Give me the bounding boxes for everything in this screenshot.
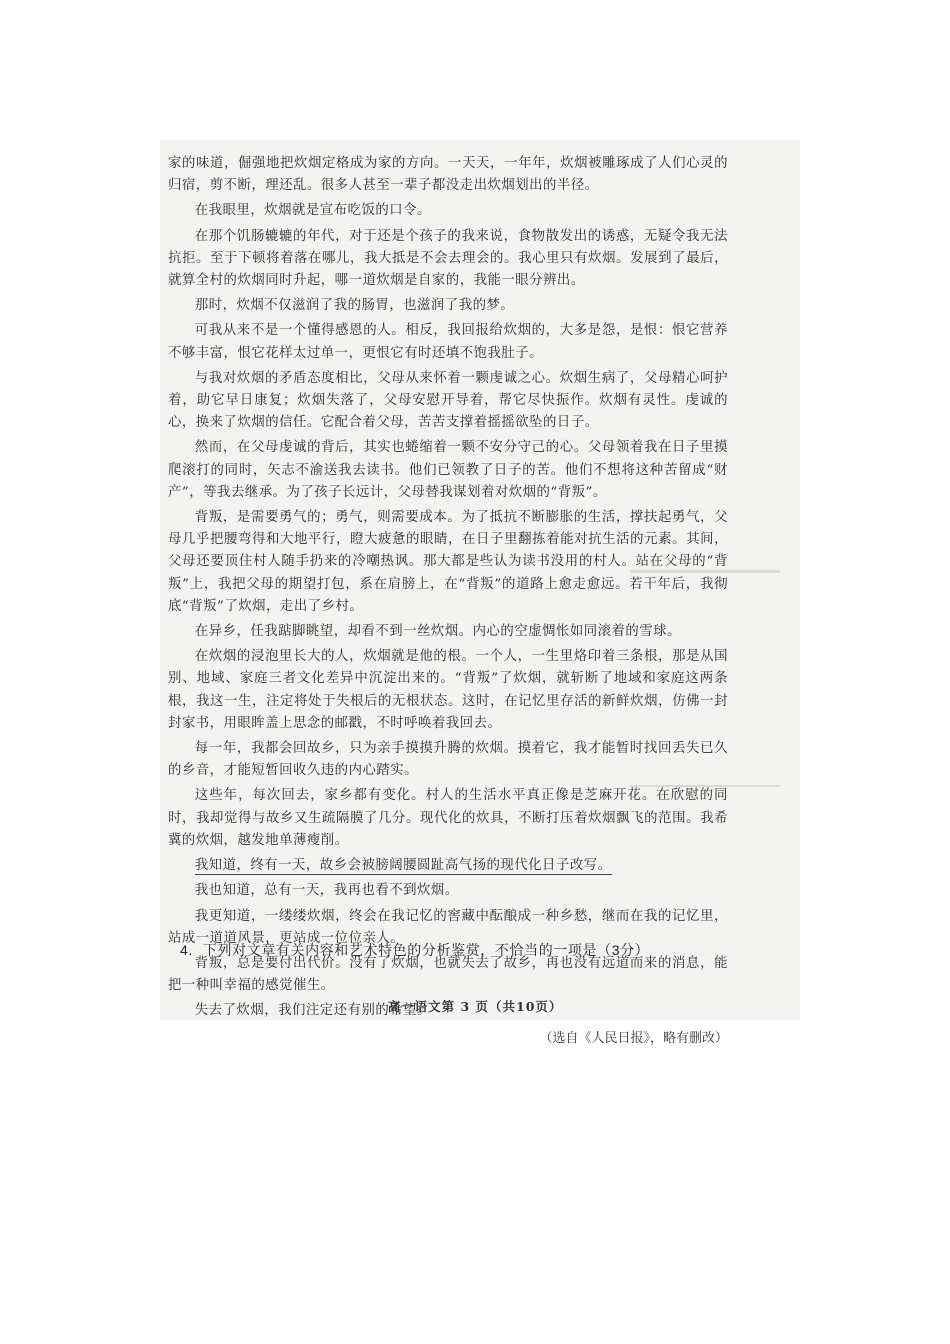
article-paragraph: 然而，在父母虔诚的背后，其实也蜷缩着一颗不安分守己的心。父母领着我在日子里摸爬滚打的同时，矢志不渝送我去读书。他们已领教了日子的苦。他们不想将这种苦留成“财产”，等我去继承。为了孩子长远计，父母替我谋划着对炊烟的“背叛”。 bbox=[168, 440, 728, 500]
article-paragraph: 可我从来不是一个懂得感恩的人。相反，我回报给炊烟的，大多是怨，是恨：恨它营养不够丰富，恨它花样太过单一，更恨它有时还填不饱我肚子。 bbox=[168, 323, 728, 361]
article-paragraph: 那时，炊烟不仅滋润了我的肠胃，也滋润了我的梦。 bbox=[194, 298, 515, 314]
article-paragraph: 在炊烟的浸泡里长大的人，炊烟就是他的根。一个人，一生里烙印着三条根，那是从国别、地域、家庭三者文化差异中沉淀出来的。“背叛”了炊烟，就斩断了地域和家庭这两条根，我这一生，注定将处于失根后的无根状态。这时，在记忆里存活的新鲜炊烟，仿佛一封封家书，用眼眸盖上思念的邮戳，不时呼唤着我回去。 bbox=[168, 649, 728, 731]
question-text: 下列对文章有关内容和艺术特色的分析鉴赏，不恰当的一项是（3分） bbox=[202, 942, 650, 958]
article-paragraph: 每一年，我都会回故乡，只为亲手摸摸升腾的炊烟。摸着它，我才能暂时找回丢失已久的乡音，才能短暂回收久违的内心踏实。 bbox=[168, 741, 728, 779]
article-paragraph: 与我对炊烟的矛盾态度相比，父母从来怀着一颗虔诚之心。炊烟生病了，父母精心呵护着，助它早日康复；炊烟失落了，父母安慰开导着，帮它尽快振作。炊烟有灵性。虔诚的心，换来了炊烟的信任。它配合着父母，苦苦支撑着摇摇欲坠的日子。 bbox=[168, 370, 728, 431]
question-4 bbox=[180, 940, 649, 960]
article-paragraph: 背叛，是需要勇气的；勇气，则需要成本。为了抵抗不断膨胀的生活，撑扶起勇气，父母几乎把腰弯得和大地平行，瞪大疲惫的眼睛，在日子里翻拣着能对抗生活的元素。其间，父母还要顶住村人随手扔来的冷嘲热讽。那大都是些认为读书没用的村人。站在父母的“背叛”上，我把父母的期望打包，系在肩膀上，在“背叛”的道路上愈走愈远。若干年后，我彻底“背叛”了炊烟，走出了乡村。 bbox=[168, 510, 728, 614]
article-paragraph: 在我眼里，炊烟就是宣布吃饭的口令。 bbox=[194, 203, 431, 219]
article-body bbox=[168, 153, 728, 1049]
page-footer: 高一语文第 3 页（共10页） bbox=[387, 999, 563, 1014]
article-paragraph: 这些年，每次回去，家乡都有变化。村人的生活水平真正像是芝麻开花。在欣慰的同时，我却觉得与故乡又生疏隔膜了几分。现代化的炊具，不断打压着炊烟飘飞的范围。我希冀的炊烟，越发地单薄瘦削。 bbox=[168, 788, 728, 848]
article-source: （选自《人民日报》，略有删改） bbox=[539, 1029, 728, 1045]
underlined-paragraph bbox=[168, 855, 728, 877]
question-number: 4. bbox=[180, 942, 193, 958]
article-paragraph: 我也知道，总有一天，我再也看不到炊烟。 bbox=[194, 883, 459, 899]
article-paragraph: 我更知道，一缕缕炊烟，终会在我记忆的窖藏中酝酿成一种乡愁，继而在我的记忆里，站成一道道风景，更站成一位位亲人。 bbox=[168, 908, 728, 946]
article-paragraph: 在那个饥肠辘辘的年代，对于还是个孩子的我来说，食物散发出的诱惑，无疑令我无法抗拒。至于下顿将着落在哪儿，我大抵是不会去理会的。我心里只有炊烟。发展到了最后，就算全村的炊烟同时升起，哪一道炊烟是自家的，我能一眼分辨出。 bbox=[168, 228, 728, 289]
article-paragraph: 失去了炊烟，我们注定还有别的希望。 bbox=[194, 1003, 431, 1019]
article-paragraph: 背叛，总是要付出代价。没有了炊烟，也就失去了故乡，再也没有远道而来的消息，能把一种叫幸福的感觉催生。 bbox=[168, 955, 728, 994]
underlined-sentence: 我知道，终有一天，故乡会被膀阔腰圆趾高气扬的现代化日子改写。 bbox=[194, 858, 612, 874]
article-paragraph: 在异乡，任我踮脚眺望，却看不到一丝炊烟。内心的空虚惆怅如同滚着的雪球。 bbox=[194, 624, 681, 640]
article-paragraph: 家的味道，倔强地把炊烟定格成为家的方向。一天天，一年年，炊烟被雕琢成了人们心灵的归宿，剪不断，理还乱。很多人甚至一辈子都没走出炊烟划出的半径。 bbox=[168, 156, 728, 194]
